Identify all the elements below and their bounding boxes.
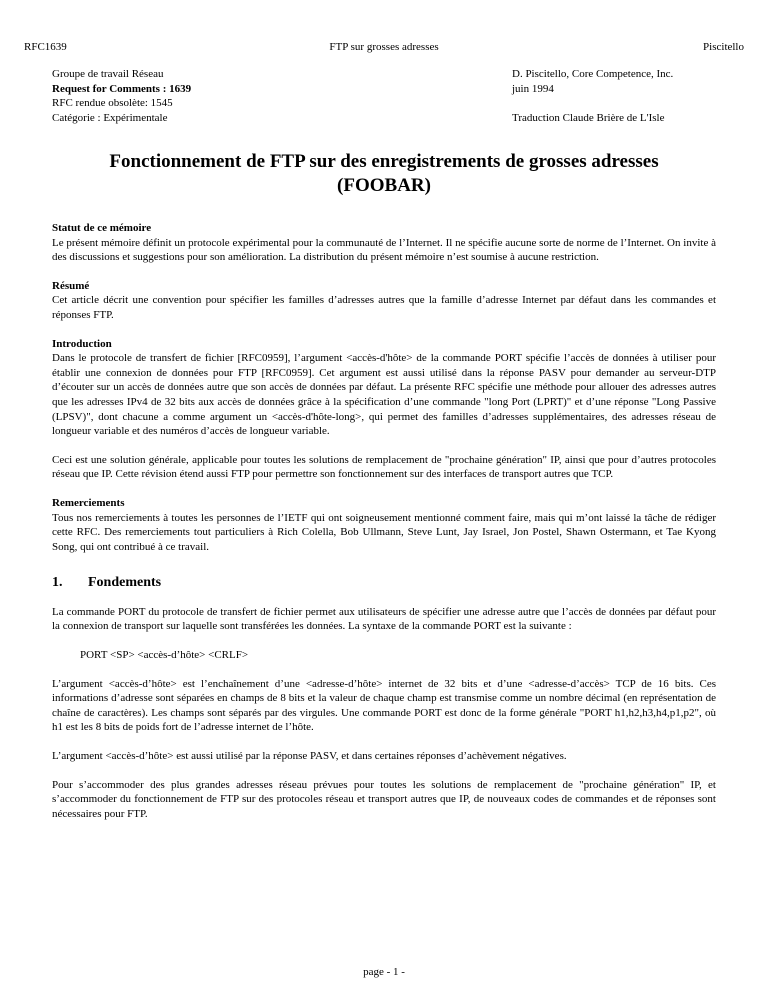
- section-1-paragraph-2: L’argument <accès-d’hôte> est l’enchaînement d’une <adresse-d’hôte> internet de 32 bits et d’une <adresse-d’accès> TCP de 16 bits. Ces informations d’adresse sont séparées en champs de 8 bits et la valeur de chaque champ est transmise comme un nombre décimal (en représentation de chaîne de caractères). Les champs sont séparés par des virgules. Une commande PORT est donc de la forme générale "PORT h1,h2,h3,h4,p1,p2", où h1 est les 8 bits de poids fort de l’adresse internet de l’hôte.: [52, 677, 716, 734]
- title-line-2: (FOOBAR): [337, 175, 431, 196]
- document-metadata-left: [52, 67, 191, 125]
- publication-date: juin 1994: [512, 82, 554, 95]
- section-number: 1.: [52, 575, 63, 591]
- acknowledgements-text: Tous nos remerciements à toutes les personnes de l’IETF qui ont soigneusement mentionné comment faire, mais qui m’ont laissé la tâche de rédiger cette RFC. Des remerciements tout particuliers à Rich Colella, Bob Ullmann, Steve Lunt, Jay Israel, Jon Postel, Shawn Ostermann, et Tae Kyong Song, qui ont contribué à ce travail.: [52, 511, 716, 553]
- working-group: Groupe de travail Réseau: [52, 68, 164, 80]
- section-1-paragraph-3: L’argument <accès-d’hôte> est aussi utilisé par la réponse PASV, et dans certaines réponses d’achèvement négatives.: [52, 750, 567, 763]
- document-metadata-right: [512, 67, 673, 125]
- abstract-text: Cet article décrit une convention pour spécifier les familles d’adresses autres que la famille d’adresse Internet par défaut dans les commandes et réponses FTP.: [52, 294, 716, 321]
- abstract-section: [52, 279, 716, 323]
- translator: Traduction Claude Brière de L'Isle: [512, 111, 665, 124]
- section-1-paragraph-4: Pour s’accommoder des plus grandes adresses réseau prévues pour toutes les solutions de remplacement de "prochaine génération" IP, et s’accommoder du fonctionnement de FTP sur des protocoles réseau et transport autres que IP, de nouveaux codes de commandes et de réponses sont nécessaires pour FTP.: [52, 778, 716, 820]
- title-line-1: Fonctionnement de FTP sur des enregistrements de grosses adresses: [109, 151, 659, 172]
- acknowledgements-heading: Remerciements: [52, 496, 125, 509]
- category: Catégorie : Expérimentale: [52, 111, 168, 124]
- introduction-paragraph-2: Ceci est une solution générale, applicable pour toutes les solutions de remplacement de "prochaine génération" IP, ainsi que pour d’autres protocoles réseau que IP. Cette révision étend aussi FTP pour permettre son fonctionnement sur des interfaces de transport autres que TCP.: [52, 453, 716, 481]
- status-section: [52, 221, 716, 265]
- header-rfc-number: RFC1639: [24, 41, 67, 53]
- author-affiliation: D. Piscitello, Core Competence, Inc.: [512, 68, 674, 80]
- document-title: [52, 150, 716, 198]
- status-text: Le présent mémoire définit un protocole expérimental pour la communauté de l’Internet. Il ne spécifie aucune sorte de norme de l’Internet. On invite à des discussions et suggestions pour son amélioration. La distribution du présent mémoire n’est soumise à aucune restriction.: [52, 236, 716, 264]
- introduction-section: [52, 337, 716, 482]
- document-body: [52, 221, 716, 821]
- status-heading: Statut de ce mémoire: [52, 222, 152, 234]
- port-command-syntax: PORT <SP> <accès-d’hôte> <CRLF>: [80, 649, 249, 662]
- header-author: Piscitello: [703, 41, 744, 53]
- section-title: Fondements: [88, 575, 162, 591]
- obsoletes: RFC rendue obsolète: 1545: [52, 97, 173, 109]
- abstract-heading: Résumé: [52, 279, 90, 292]
- introduction-paragraph-1: Dans le protocole de transfert de fichier [RFC0959], l’argument <accès-d'hôte> de la commande PORT spécifie l’accès de données à utiliser pour établir une connexion de données pour FTP [RFC0959]. Cet argument est aussi utilisé dans la réponse PASV pour demander au serveur-DTP d’écouter sur un accès de données autre que son accès de données par défaut. La présente RFC spécifie une méthode pour allouer des adresses autres que les adresses IPv4 de 32 bits aux accès de données grâce à la spécification d’une commande "long Port (LPRT)" et d’une réponse "Long Passive (LPSV)", dont chacune a comme argument un <accès-d'hôte-long>, qui permet des familles d’adresses supplémentaires, des adresses réseau de longueur variable et des numéros d’accès de longueur variable.: [52, 352, 716, 438]
- page-number: page - 1 -: [363, 966, 405, 978]
- section-1-paragraph-1: La commande PORT du protocole de transfert de fichier permet aux utilisateurs de spécifier une adresse autre que l’accès de données par défaut pour la connexion de transport sur laquelle sont transférées les données. La syntaxe de la commande PORT est la suivante :: [52, 605, 716, 633]
- section-1-heading: [52, 576, 716, 591]
- header-short-title: FTP sur grosses adresses: [329, 41, 439, 53]
- acknowledgements-section: [52, 496, 716, 554]
- introduction-heading: Introduction: [52, 337, 112, 350]
- rfc-number: Request for Comments : 1639: [52, 82, 192, 95]
- running-header: [24, 41, 744, 55]
